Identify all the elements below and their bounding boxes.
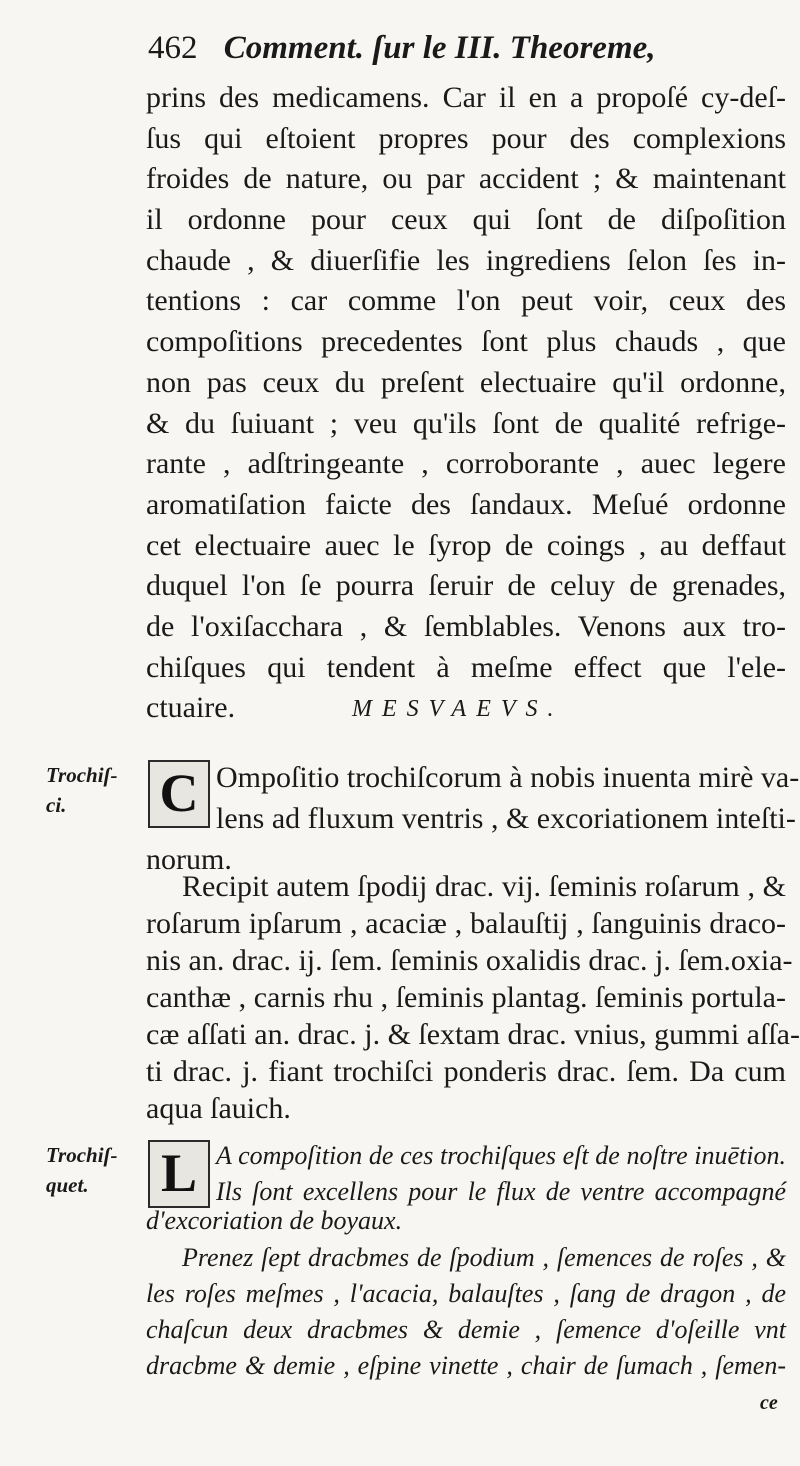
margin-note-line: Trochiſ- [46,763,118,787]
text-line: tentions : car comme l'on peut voir, ceux des [146,284,786,318]
ornamental-initial: L [148,1140,210,1208]
text-line: roſarum ipſarum , acaciæ , balauſtij , ſanguinis draco- [146,907,786,940]
text-line: Ompoſitio trochiſcorum à nobis inuenta mirè va- [216,761,800,794]
ornamental-initial: C [148,760,210,828]
latin-recipe [146,868,800,1127]
text-line: prins des medicamens. Car il en a propoſé cy-deſ- [146,81,786,114]
margin-note-latin [46,760,118,820]
french-opening-continuation [146,1203,786,1239]
latin-opening [216,758,800,839]
text-line: dracbme & demie , eſpine vinette , chair de ſumach , ſemen- [146,1351,786,1380]
text-line: Prenez ſept dracbmes de ſpodium , ſemences de roſes , & [182,1243,786,1272]
running-title: Comment. ſur le III. Theoreme, [223,30,656,66]
text-line: A compoſition de ces trochiſques eſt de noſtre inuētion. [216,1141,786,1170]
text-line: chaſcun deux dracbmes & demie , ſemence d'oſeille vnt [146,1315,786,1344]
margin-note-french [46,1140,118,1200]
commentary-paragraph [146,78,786,729]
margin-note-line: quet. [46,1173,89,1197]
margin-note-line: ci. [46,793,67,817]
section-title: MESVAEVS. [352,696,564,722]
text-line: chiſques qui tendent à meſme effect que l'ele- [146,650,786,684]
french-opening [216,1138,786,1209]
text-line: ti drac. j. fiant trochiſci ponderis drac. ſem. Da cum [146,1055,786,1088]
text-line: non pas ceux du preſent electuaire qu'il ordonne, [146,365,786,399]
text-line: norum. [146,843,232,876]
text-line: aromatiſation faicte des ſandaux. Meſué ordonne [146,487,786,521]
text-line: compoſitions precedentes ſont plus chauds , que [146,325,786,359]
running-header [148,30,768,78]
french-recipe [146,1240,786,1384]
catchword: ce [760,1392,778,1414]
page-number: 462 [148,30,198,66]
text-line: de l'oxiſacchara , & ſemblables. Venons aux tro- [146,609,786,643]
text-line: il ordonne pour ceux qui ſont de diſpoſition [146,203,786,237]
text-line: les roſes meſmes , l'acacia, balauſtes , ſang de dragon , de [146,1279,786,1308]
text-line: cet electuaire auec le ſyrop de coings , au deffaut [146,528,786,562]
text-line: ſus qui eſtoient propres pour des complexions [146,121,786,155]
text-line: ctuaire. [146,691,236,725]
text-line: nis an. drac. ij. ſem. ſeminis oxalidis drac. j. ſem.oxia- [146,944,793,977]
margin-note-line: Trochiſ- [46,1143,118,1167]
text-line: lens ad fluxum ventris , & excoriationem inteſti- [216,801,796,835]
text-line: cæ aſſati an. drac. j. & ſextam drac. vnius, gummi aſſa- [146,1018,800,1051]
text-line: aqua ſauich. [146,1092,291,1125]
text-line: Ils ſont excellens pour le flux de ventre accompagné [216,1176,786,1206]
text-line: canthæ , carnis rhu , ſeminis plantag. ſeminis portula- [146,981,786,1014]
text-line: duquel l'on ſe pourra ſeruir de celuy de grenades, [146,569,786,603]
text-line: & du ſuiuant ; veu qu'ils ſont de qualité refrige- [146,406,786,440]
text-line: rante , adſtringeante , corroborante , auec legere [146,447,786,481]
text-line: chaude , & diuerſifie les ingrediens ſelon ſes in- [146,243,786,277]
text-line: Recipit autem ſpodij drac. vij. ſeminis roſarum , & [182,870,786,903]
text-line: froides de nature, ou par accident ; & maintenant [146,162,786,196]
text-line: d'excoriation de boyaux. [146,1206,403,1235]
